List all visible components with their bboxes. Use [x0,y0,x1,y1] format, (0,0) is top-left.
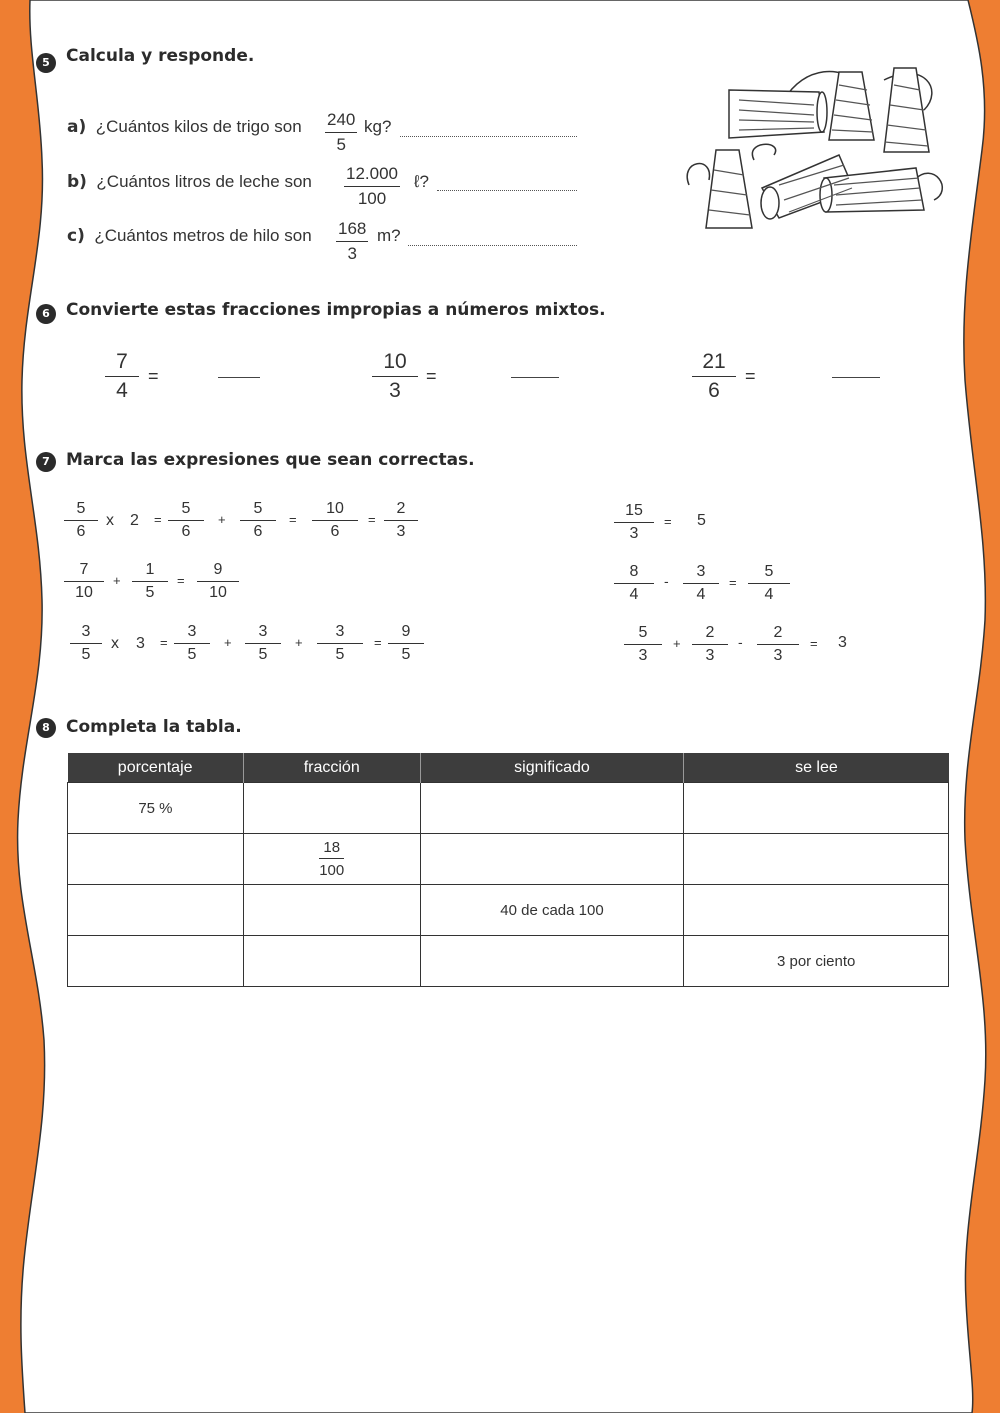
percent-table [67,753,949,987]
expr4-equals: = [664,514,672,529]
cell-reads[interactable] [684,834,949,885]
expr3-equals-1: = [160,635,168,650]
denominator: 4 [696,586,706,603]
table-row [68,834,949,885]
header-fraccion: fracción [243,753,420,783]
numerator: 3 [174,623,210,644]
denominator: 3 [773,647,783,664]
expr1-times: x [106,512,114,529]
numerator: 5 [240,500,276,521]
question-a-denominator: 5 [336,135,346,154]
mixed-fraction-3-answer[interactable] [832,377,880,378]
cell-reads[interactable]: 3 por ciento [684,936,949,987]
table-row [68,936,949,987]
denominator: 3 [629,525,639,542]
table-row [68,783,949,834]
exercise-6-title: Convierte estas fracciones impropias a números mixtos. [66,300,606,320]
question-c-answer-line[interactable] [408,245,577,246]
exercise-8-badge: 8 [36,718,56,738]
mixed-fraction-3-numerator: 21 [692,350,736,377]
denominator: 5 [258,646,268,663]
question-c-letter: c) [67,226,85,246]
question-b-answer-line[interactable] [437,190,577,191]
question-c-numerator: 168 [336,219,368,242]
denominator: 5 [401,646,411,663]
cell-percent[interactable] [68,834,244,885]
question-b [67,172,312,192]
denominator: 5 [187,646,197,663]
cell-fraction-denominator: 100 [319,862,345,879]
table-header-row [68,753,949,783]
question-c-text: ¿Cuántos metros de hilo son [94,226,312,245]
denominator: 5 [81,646,91,663]
numerator: 15 [614,502,654,523]
question-a-text: ¿Cuántos kilos de trigo son [95,117,302,136]
cell-fraction[interactable] [243,885,420,936]
question-b-text: ¿Cuántos litros de leche son [96,172,312,191]
numerator: 3 [245,623,281,644]
expr6-frac-2 [692,624,728,665]
denominator: 10 [209,584,227,601]
expr3-frac-4 [317,623,363,664]
table-row [68,885,949,936]
question-a-unit: kg? [364,117,392,136]
mixed-fraction-1-answer[interactable] [218,377,260,378]
expr5-equals: = [729,575,737,590]
question-c-fraction [336,219,368,264]
expr3-frac-1 [70,623,102,664]
expr3-frac-3 [245,623,281,664]
mixed-fraction-2-answer[interactable] [511,377,559,378]
mixed-fraction-2-denominator: 3 [389,379,401,402]
thread-spools-image [684,60,954,235]
cell-fraction-value [319,839,344,879]
expr6-frac-1 [624,624,662,665]
expr1-frac-2 [168,500,204,541]
question-b-denominator: 100 [357,189,387,208]
expr4-frac-1 [614,502,654,543]
numerator: 10 [312,500,358,521]
expr1-plus: + [218,512,226,527]
mixed-fraction-2-numerator: 10 [372,350,418,377]
expr1-factor: 2 [130,512,139,529]
cell-percent[interactable] [68,936,244,987]
expr3-factor: 3 [136,635,145,652]
denominator: 3 [638,647,648,664]
denominator: 4 [629,586,639,603]
question-c-denominator: 3 [347,244,357,263]
question-b-fraction [344,164,400,209]
cell-percent[interactable]: 75 % [68,783,244,834]
cell-meaning[interactable] [420,936,684,987]
expr3-plus-2: + [295,635,303,650]
mixed-fraction-3 [692,350,736,403]
exercise-8-title: Completa la tabla. [66,717,242,737]
expr6-minus: - [738,634,743,650]
question-a-fraction [325,110,357,155]
cell-fraction[interactable] [243,834,420,885]
expr2-frac-3 [197,561,239,602]
expr5-frac-1 [614,563,654,604]
numerator: 2 [384,500,418,521]
numerator: 5 [624,624,662,645]
header-significado: significado [420,753,684,783]
question-c-unit: m? [377,226,401,245]
mixed-fraction-1-numerator: 7 [105,350,139,377]
cell-meaning[interactable] [420,783,684,834]
exercise-7-title: Marca las expresiones que sean correctas. [66,450,475,470]
expr1-equals-3: = [368,512,376,527]
numerator: 1 [132,561,168,582]
expr3-plus-1: + [224,635,232,650]
expr1-equals-2: = [289,512,297,527]
cell-fraction[interactable] [243,936,420,987]
question-a-numerator: 240 [325,110,357,133]
expr2-plus: + [113,573,121,588]
mixed-fraction-1 [105,350,139,403]
expr1-frac-5 [384,500,418,541]
numerator: 5 [64,500,98,521]
question-a [67,117,302,137]
expr4-result: 5 [697,512,706,529]
numerator: 9 [197,561,239,582]
denominator: 4 [764,586,774,603]
expr3-frac-5 [388,623,424,664]
cell-reads[interactable] [684,783,949,834]
expr3-times: x [111,635,119,652]
expr6-frac-3 [757,624,799,665]
question-b-letter: b) [67,172,87,192]
cell-meaning[interactable] [420,834,684,885]
exercise-6-badge: 6 [36,304,56,324]
denominator: 6 [76,523,86,540]
mixed-fraction-3-equals: = [745,366,756,386]
expr2-frac-1 [64,561,104,602]
expr5-minus: - [664,573,669,589]
expr1-equals-1: = [154,512,162,527]
numerator: 3 [70,623,102,644]
numerator: 2 [757,624,799,645]
numerator: 3 [317,623,363,644]
numerator: 3 [683,563,719,584]
expr6-result: 3 [838,634,847,651]
question-b-unit: ℓ? [414,172,429,191]
numerator: 7 [64,561,104,582]
expr1-frac-1 [64,500,98,541]
denominator: 3 [705,647,715,664]
denominator: 6 [330,523,340,540]
exercise-7-badge: 7 [36,452,56,472]
expr3-equals-2: = [374,635,382,650]
mixed-fraction-1-equals: = [148,366,159,386]
question-b-numerator: 12.000 [344,164,400,187]
denominator: 6 [253,523,263,540]
denominator: 10 [75,584,93,601]
expr5-frac-2 [683,563,719,604]
denominator: 5 [145,584,155,601]
expr1-frac-3 [240,500,276,541]
cell-fraction-numerator: 18 [319,839,344,859]
numerator: 2 [692,624,728,645]
cell-meaning[interactable]: 40 de cada 100 [420,885,684,936]
mixed-fraction-2 [372,350,418,403]
denominator: 5 [335,646,345,663]
expr2-frac-2 [132,561,168,602]
question-a-answer-line[interactable] [400,136,577,137]
exercise-5-title: Calcula y responde. [66,46,255,66]
header-se-lee: se lee [684,753,949,783]
expr6-equals: = [810,636,818,651]
expr5-frac-3 [748,563,790,604]
question-c [67,226,312,246]
mixed-fraction-3-denominator: 6 [708,379,720,402]
exercise-5-badge: 5 [36,53,56,73]
mixed-fraction-2-equals: = [426,366,437,386]
numerator: 8 [614,563,654,584]
cell-fraction[interactable] [243,783,420,834]
numerator: 9 [388,623,424,644]
denominator: 6 [181,523,191,540]
cell-percent[interactable] [68,885,244,936]
header-porcentaje: porcentaje [68,753,244,783]
expr6-plus: + [673,636,681,651]
expr1-frac-4 [312,500,358,541]
expr2-equals: = [177,573,185,588]
question-a-letter: a) [67,117,87,137]
cell-reads[interactable] [684,885,949,936]
denominator: 3 [396,523,406,540]
expr3-frac-2 [174,623,210,664]
numerator: 5 [168,500,204,521]
mixed-fraction-1-denominator: 4 [116,379,128,402]
numerator: 5 [748,563,790,584]
